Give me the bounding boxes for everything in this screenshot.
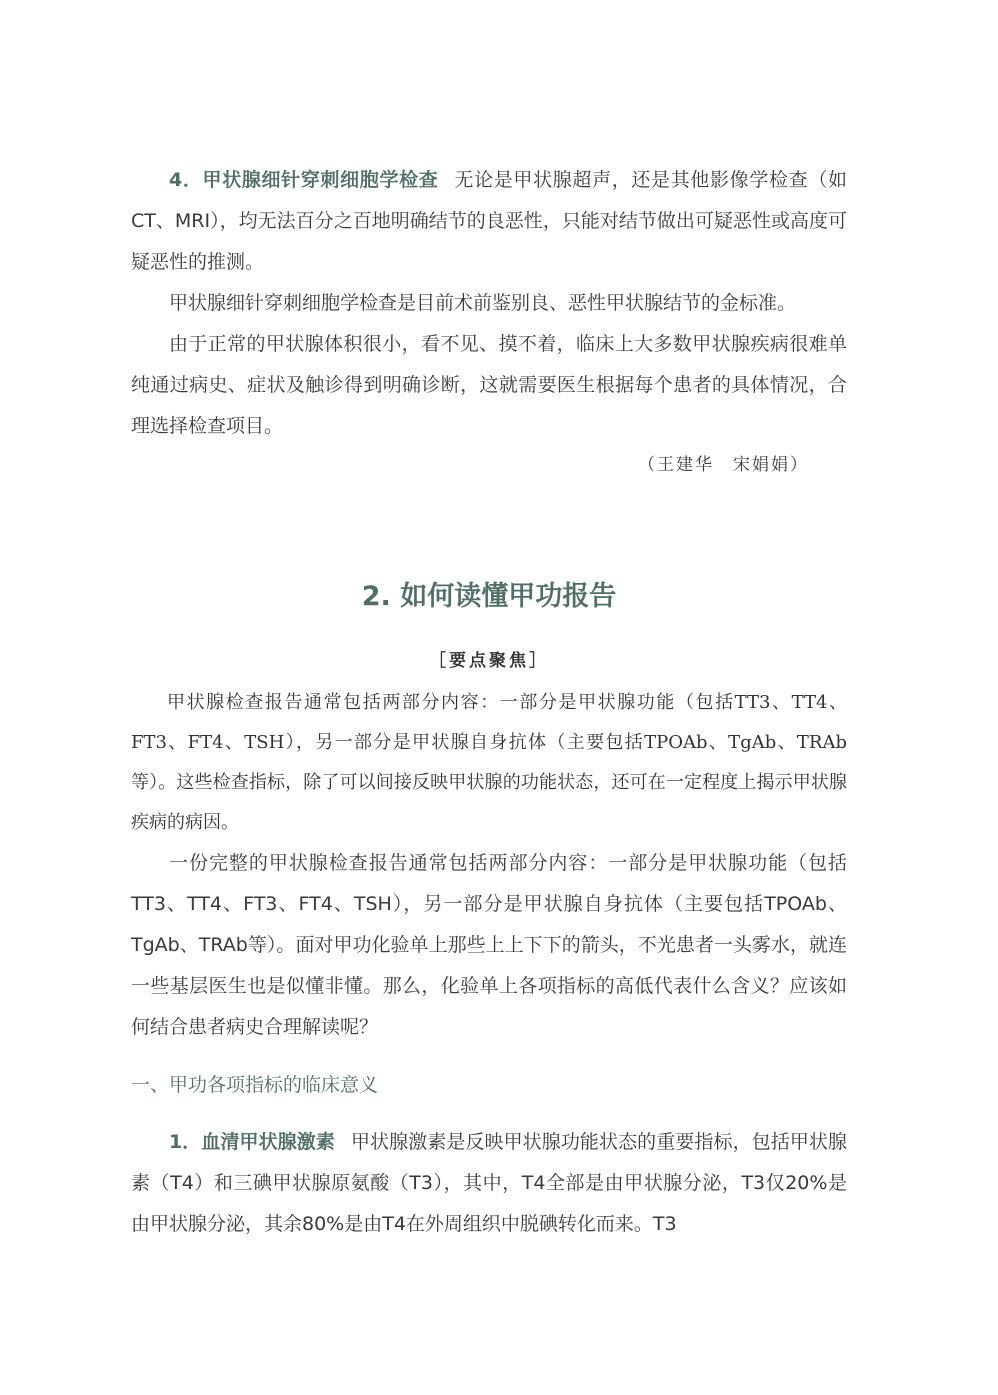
key-points-text: 甲状腺检查报告通常包括两部分内容：一部分是甲状腺功能（包括TT3、TT4、FT3、FT4、TSH），另一部分是甲状腺自身抗体（主要包括TPOAb、TgAb、TRAb等）。这些检查指标，除了可以间接反映甲状腺的功能状态，还可在一定程度上揭示甲状腺疾病的病因。 <box>131 692 847 833</box>
chapter-title: 2. 如何读懂甲功报告 <box>361 581 617 612</box>
paragraph-text: 甲状腺激素是反映甲状腺功能状态的重要指标，包括甲状腺素（T4）和三碘甲状腺原氨酸（T3），其中，T4全部是由甲状腺分泌，T3仅20%是由甲状腺分泌，其余80%是由T4在外周组织中脱碘转化而来。T3 <box>131 1131 847 1235</box>
paragraph-text: 无论是甲状腺超声，还是其他影像学检查（如CT、MRI），均无法百分之百地明确结节的良恶性，只能对结节做出可疑恶性或高度可疑恶性的推测。 <box>131 169 847 273</box>
paragraph-selection: 由于正常的甲状腺体积很小，看不见、摸不着，临床上大多数甲状腺疾病很难单纯通过病史、症状及触诊得到明确诊断，这就需要医生根据每个患者的具体情况，合理选择检查项目。 <box>131 333 847 437</box>
paragraph-fna-intro <box>131 160 847 283</box>
paragraph-serum-hormone <box>131 1122 847 1245</box>
page-content <box>131 160 847 1245</box>
subsection-heading: 一、甲功各项指标的临床意义 <box>131 1074 379 1096</box>
paragraph-gold-standard: 甲状腺细针穿刺细胞学检查是目前术前鉴别良、恶性甲状腺结节的金标准。 <box>169 292 797 314</box>
key-points-label: ［要点聚焦］ <box>429 651 549 671</box>
item-heading-serum: 1．血清甲状腺激素 <box>169 1131 335 1153</box>
item-heading-fna: 4．甲状腺细针穿刺细胞学检查 <box>169 169 439 191</box>
author-credit: （王建华 宋娟娟） <box>638 455 809 475</box>
paragraph-report-intro: 一份完整的甲状腺检查报告通常包括两部分内容：一部分是甲状腺功能（包括TT3、TT4、FT3、FT4、TSH），另一部分是甲状腺自身抗体（主要包括TPOAb、TgAb、TRAb等）。面对甲功化验单上那些上上下下的箭头，不光患者一头雾水，就连一些基层医生也是似懂非懂。那么，化验单上各项指标的高低代表什么含义？应该如何结合患者病史合理解读呢？ <box>131 852 847 1038</box>
